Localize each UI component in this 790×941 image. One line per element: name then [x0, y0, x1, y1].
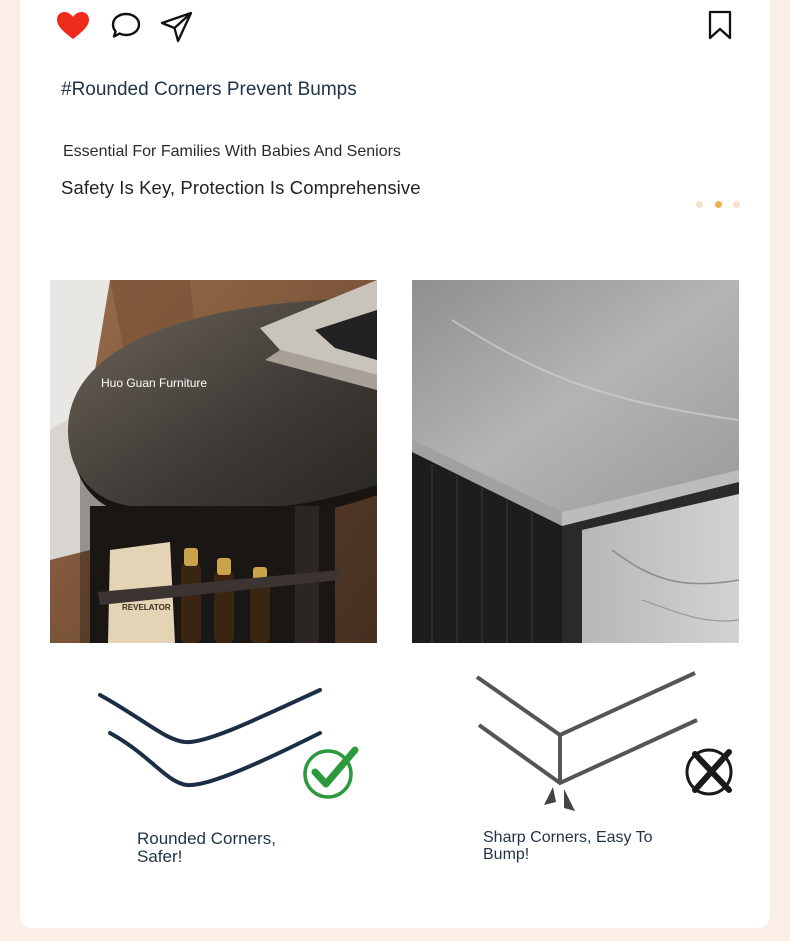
comment-icon[interactable]: [111, 12, 143, 40]
carousel-dot-active[interactable]: [715, 201, 722, 208]
watermark-brand-label: Huo Guan Furniture: [101, 376, 208, 390]
post-subheading: Essential For Families With Babies And Seniors: [63, 143, 401, 160]
rounded-table-photo: [50, 280, 377, 643]
heart-icon[interactable]: [56, 11, 90, 41]
sharp-corner-diagram: [465, 665, 715, 815]
rounded-caption-line2: Safer!: [137, 847, 183, 866]
rounded-caption-line1: Rounded Corners,: [137, 829, 276, 848]
post-heading: #Rounded Corners Prevent Bumps: [61, 79, 357, 100]
cross-icon: [683, 746, 737, 798]
send-icon[interactable]: [160, 11, 194, 43]
check-icon: [301, 744, 359, 800]
post-action-bar: [0, 0, 790, 52]
rounded-caption: [137, 830, 276, 866]
carousel-dot[interactable]: [733, 201, 740, 208]
product-label-text: REVELATOR: [122, 603, 171, 612]
sharp-caption-line2: Bump!: [483, 846, 530, 863]
bookmark-icon[interactable]: [708, 10, 734, 40]
sharp-corner-photo: [412, 280, 739, 643]
sharp-caption: [483, 829, 653, 863]
post-tagline: Safety Is Key, Protection Is Comprehensive: [61, 177, 421, 198]
sharp-caption-line1: Sharp Corners, Easy To: [483, 829, 653, 846]
carousel-dot[interactable]: [696, 201, 703, 208]
carousel-indicator: [695, 201, 745, 209]
